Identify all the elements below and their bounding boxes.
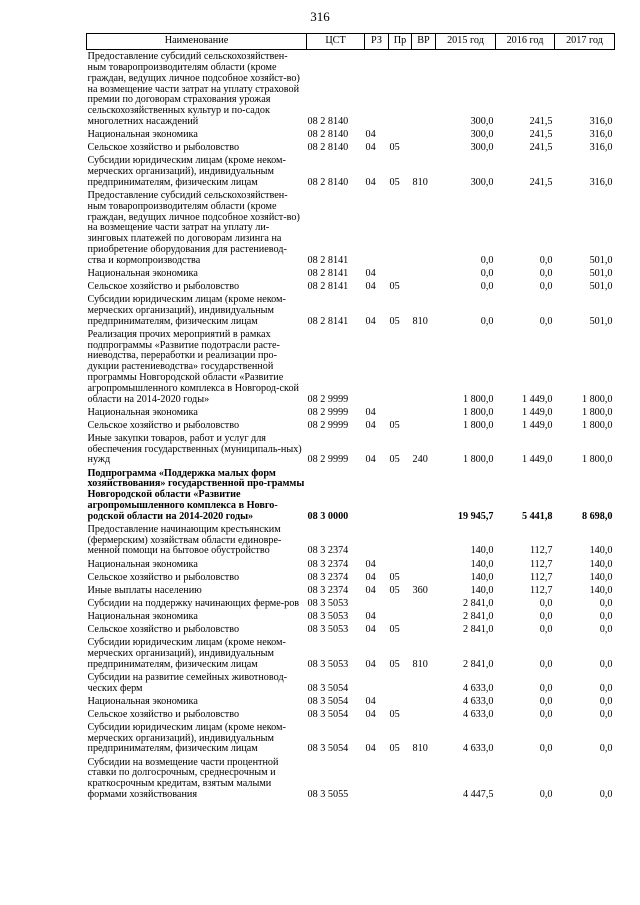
row-pr: 05: [389, 743, 400, 755]
row-pr: [389, 597, 412, 610]
row-name: Субсидии на развитие семейных животновод-ческих ферм: [87, 671, 288, 694]
row-pr: 05: [389, 281, 400, 293]
row-cst: 08 3 2374: [307, 584, 349, 596]
row-cst: 08 3 5054: [307, 695, 349, 707]
row-vr: [412, 405, 436, 418]
row-name: Сельское хозяйство и рыболовство: [87, 419, 240, 431]
row-name: Субсидии на возмещение части процентной ставки по долгосрочным, среднесрочным и краткосрочным кредитам, взятым малыми формами хозяйствования: [87, 756, 279, 800]
row-name: Сельское хозяйство и рыболовство: [87, 281, 240, 293]
row-vr: [412, 623, 436, 636]
row-vr: [412, 466, 436, 522]
row-vr: [412, 141, 436, 154]
row-2015: 140,0: [470, 545, 494, 557]
row-vr: 810: [412, 315, 428, 327]
row-vr: 810: [412, 658, 428, 670]
row-pr: 05: [389, 142, 400, 154]
row-cst: 08 3 5054: [307, 708, 349, 720]
row-name: Иные закупки товаров, работ и услуг для обеспечения государственных (муниципаль-ных) нужд: [87, 432, 302, 466]
row-2016: 241,5: [529, 176, 553, 188]
table-row: [87, 597, 615, 610]
table-row: [87, 189, 615, 267]
row-2016: 112,7: [529, 558, 553, 570]
row-2015: 0,0: [480, 315, 494, 327]
table-row: [87, 623, 615, 636]
row-2017: 0,0: [599, 708, 613, 720]
row-name: Сельское хозяйство и рыболовство: [87, 142, 240, 154]
row-cst: 08 2 8141: [307, 315, 349, 327]
row-pr: 05: [389, 708, 400, 720]
table-row: [87, 670, 615, 694]
table-row: [87, 50, 615, 128]
header-2015: 2015 год: [436, 34, 496, 50]
table-row: [87, 694, 615, 707]
row-2015: 0,0: [480, 281, 494, 293]
row-cst: 08 3 2374: [307, 545, 349, 557]
row-pr: 05: [389, 315, 400, 327]
row-vr: 360: [412, 584, 428, 596]
row-vr: [412, 50, 436, 128]
row-2015: 1 800,0: [462, 406, 494, 418]
row-pr: [389, 694, 412, 707]
row-cst: 08 3 5053: [307, 597, 349, 609]
table-row: [87, 570, 615, 583]
row-cst: 08 2 8140: [307, 176, 349, 188]
row-vr: [412, 670, 436, 694]
row-rz: [365, 328, 389, 406]
row-pr: 05: [389, 584, 400, 596]
row-vr: [412, 280, 436, 293]
table-row: [87, 707, 615, 720]
row-2016: 0,0: [539, 267, 553, 279]
row-2015: 1 800,0: [462, 454, 494, 466]
row-rz: 04: [365, 419, 376, 431]
table-row: [87, 721, 615, 756]
row-cst: 08 3 5053: [307, 623, 349, 635]
row-rz: 04: [365, 267, 376, 279]
row-pr: 05: [389, 176, 400, 188]
row-name: Предоставление начинающим крестьянским (фермерским) хозяйствам области единовре-менной помощи на бытовое обустройство: [87, 523, 282, 557]
row-cst: 08 2 8140: [307, 142, 349, 154]
row-cst: 08 2 8141: [307, 254, 349, 266]
row-cst: 08 3 2374: [307, 558, 349, 570]
row-rz: [365, 523, 389, 558]
row-2016: 0,0: [539, 623, 553, 635]
row-2016: 1 449,0: [521, 406, 553, 418]
row-rz: [365, 50, 389, 128]
row-2015: 300,0: [470, 142, 494, 154]
row-vr: [412, 597, 436, 610]
row-name: Предоставление субсидий сельскохозяйствен-ным товаропроизводителям области (кроме граждан, ведущих личное подсобное хозяйст-во) на возмещение части затрат на уплату ли-зинговых платежей по договорам лизинга на приобретение оборудования для растениевод-ства и кормопроизводства: [87, 190, 300, 266]
row-rz: 04: [365, 610, 376, 622]
row-2016: 0,0: [539, 315, 553, 327]
row-rz: 04: [365, 623, 376, 635]
row-cst: 08 2 8141: [307, 267, 349, 279]
row-pr: [389, 670, 412, 694]
row-2015: 2 841,0: [462, 658, 494, 670]
table-body: [87, 50, 615, 801]
row-pr: 05: [389, 454, 400, 466]
row-name: Национальная экономика: [87, 129, 198, 141]
row-cst: 08 2 8141: [307, 281, 349, 293]
row-2017: 0,0: [599, 743, 613, 755]
row-pr: 05: [389, 623, 400, 635]
row-2017: 316,0: [589, 176, 613, 188]
row-2016: 112,7: [529, 584, 553, 596]
table-row: [87, 523, 615, 558]
row-rz: 04: [365, 571, 376, 583]
row-vr: [412, 267, 436, 280]
row-2017: 140,0: [589, 584, 613, 596]
row-pr: [389, 610, 412, 623]
row-pr: 05: [389, 658, 400, 670]
row-2016: 0,0: [539, 658, 553, 670]
row-name: Субсидии на поддержку начинающих ферме-ров: [87, 597, 300, 609]
row-name: Подпрограмма «Поддержка малых форм хозяйствования» государственной про-граммы Новгородской области «Развитие агропромышленного комплекса в Новго-родской области на 2014-2020 годы»: [87, 467, 305, 522]
row-pr: [389, 128, 412, 141]
row-vr: [412, 418, 436, 431]
row-name: Национальная экономика: [87, 267, 198, 279]
row-vr: [412, 570, 436, 583]
row-2015: 4 633,0: [462, 743, 494, 755]
row-2017: 0,0: [599, 597, 613, 609]
row-2015: 19 945,7: [457, 510, 494, 522]
row-2015: 1 800,0: [462, 419, 494, 431]
row-2015: 4 447,5: [462, 788, 494, 800]
row-2015: 2 841,0: [462, 610, 494, 622]
row-cst: 08 2 9999: [307, 393, 349, 405]
row-2015: 140,0: [470, 571, 494, 583]
header-vr: ВР: [412, 34, 436, 50]
row-2015: 2 841,0: [462, 623, 494, 635]
row-cst: 08 2 9999: [307, 406, 349, 418]
row-2015: 0,0: [480, 254, 494, 266]
row-name: Субсидии юридическим лицам (кроме неком-мерческих организаций), индивидуальным предпринимателям, физическим лицам: [87, 294, 286, 327]
row-cst: 08 3 5055: [307, 788, 349, 800]
row-pr: [389, 466, 412, 522]
row-2016: 241,5: [529, 129, 553, 141]
row-2017: 0,0: [599, 788, 613, 800]
row-rz: 04: [365, 695, 376, 707]
row-2016: 0,0: [539, 610, 553, 622]
row-name: Национальная экономика: [87, 610, 198, 622]
row-2015: 140,0: [470, 558, 494, 570]
header-2017: 2017 год: [555, 34, 615, 50]
table-row: [87, 418, 615, 431]
row-rz: 04: [365, 743, 376, 755]
table-row: [87, 432, 615, 467]
header-name: Наименование: [87, 34, 307, 50]
row-2015: 1 800,0: [462, 393, 494, 405]
row-2016: 1 449,0: [521, 454, 553, 466]
row-cst: 08 2 9999: [307, 419, 349, 431]
row-2015: 300,0: [470, 176, 494, 188]
row-2017: 316,0: [589, 142, 613, 154]
row-rz: 04: [365, 708, 376, 720]
row-2017: 140,0: [589, 571, 613, 583]
row-pr: [389, 189, 412, 267]
row-2017: 316,0: [589, 116, 613, 128]
row-vr: [412, 128, 436, 141]
row-2016: 0,0: [539, 708, 553, 720]
row-2015: 300,0: [470, 129, 494, 141]
row-rz: 04: [365, 176, 376, 188]
row-2017: 501,0: [589, 281, 613, 293]
header-rz: РЗ: [365, 34, 389, 50]
row-cst: 08 2 8140: [307, 129, 349, 141]
row-2016: 241,5: [529, 116, 553, 128]
table-row: [87, 267, 615, 280]
table-row: [87, 293, 615, 328]
row-2016: 0,0: [539, 682, 553, 694]
row-rz: 04: [365, 281, 376, 293]
row-pr: [389, 755, 412, 800]
row-2017: 140,0: [589, 558, 613, 570]
table-row: [87, 328, 615, 406]
row-name: Предоставление субсидий сельскохозяйствен-ным товаропроизводителям области (кроме граждан, ведущих личное подсобное хозяйст-во) на возмещение части затрат на уплату страховой премии по договорам страхования урожая сельскохозяйственных культур и по-садок многолетних насаждений: [87, 51, 300, 128]
table-header-row: [87, 34, 615, 50]
row-2017: 0,0: [599, 695, 613, 707]
row-rz: [365, 597, 389, 610]
row-pr: [389, 557, 412, 570]
table-row: [87, 610, 615, 623]
row-cst: 08 3 5054: [307, 682, 349, 694]
row-rz: [365, 466, 389, 522]
row-vr: [412, 707, 436, 720]
row-name: Субсидии юридическим лицам (кроме неком-мерческих организаций), индивидуальным предпринимателям, физическим лицам: [87, 637, 286, 670]
row-2016: 0,0: [539, 695, 553, 707]
table-row: [87, 557, 615, 570]
row-rz: 04: [365, 142, 376, 154]
row-2016: 1 449,0: [521, 419, 553, 431]
row-pr: [389, 50, 412, 128]
row-rz: 04: [365, 558, 376, 570]
table-row: [87, 141, 615, 154]
header-2016: 2016 год: [496, 34, 555, 50]
row-2017: 1 800,0: [581, 419, 613, 431]
row-2015: 4 633,0: [462, 682, 494, 694]
row-vr: 240: [412, 454, 428, 466]
row-name: Иные выплаты населению: [87, 584, 202, 596]
row-vr: [412, 610, 436, 623]
row-2017: 1 800,0: [581, 454, 613, 466]
table-row: [87, 154, 615, 189]
row-2017: 501,0: [589, 315, 613, 327]
row-name: Национальная экономика: [87, 558, 198, 570]
row-pr: [389, 523, 412, 558]
row-2017: 316,0: [589, 129, 613, 141]
row-name: Сельское хозяйство и рыболовство: [87, 571, 240, 583]
row-2017: 0,0: [599, 623, 613, 635]
table-row: [87, 583, 615, 596]
budget-table: [86, 33, 615, 801]
table-row: [87, 636, 615, 671]
row-name: Сельское хозяйство и рыболовство: [87, 623, 240, 635]
row-2016: 1 449,0: [521, 393, 553, 405]
row-pr: [389, 328, 412, 406]
row-pr: [389, 405, 412, 418]
table-row: [87, 466, 615, 522]
row-2015: 2 841,0: [462, 597, 494, 609]
row-2016: 0,0: [539, 788, 553, 800]
row-vr: 810: [412, 743, 428, 755]
row-2016: 0,0: [539, 254, 553, 266]
row-cst: 08 2 8140: [307, 116, 349, 128]
row-rz: [365, 755, 389, 800]
row-cst: 08 3 5053: [307, 610, 349, 622]
row-name: Национальная экономика: [87, 695, 198, 707]
row-vr: [412, 328, 436, 406]
row-2016: 0,0: [539, 743, 553, 755]
row-rz: 04: [365, 129, 376, 141]
row-2017: 501,0: [589, 267, 613, 279]
row-2017: 140,0: [589, 545, 613, 557]
row-cst: 08 3 2374: [307, 571, 349, 583]
row-cst: 08 3 5054: [307, 743, 349, 755]
row-pr: [389, 267, 412, 280]
row-rz: 04: [365, 315, 376, 327]
row-vr: [412, 755, 436, 800]
table-row: [87, 755, 615, 800]
row-2016: 112,7: [529, 571, 553, 583]
row-2016: 5 441,8: [521, 510, 553, 522]
page-number: 316: [310, 9, 330, 24]
row-2016: 241,5: [529, 142, 553, 154]
row-2016: 0,0: [539, 597, 553, 609]
table-row: [87, 280, 615, 293]
row-2017: 501,0: [589, 254, 613, 266]
row-pr: 05: [389, 571, 400, 583]
row-2017: 8 698,0: [581, 510, 613, 522]
row-vr: [412, 189, 436, 267]
row-2015: 140,0: [470, 584, 494, 596]
row-rz: 04: [365, 584, 376, 596]
row-rz: 04: [365, 658, 376, 670]
row-cst: 08 3 5053: [307, 658, 349, 670]
row-name: Субсидии юридическим лицам (кроме неком-мерческих организаций), индивидуальным предпринимателям, физическим лицам: [87, 155, 286, 188]
row-cst: 08 2 9999: [307, 454, 349, 466]
table-row: [87, 405, 615, 418]
row-2017: 0,0: [599, 682, 613, 694]
row-2015: 0,0: [480, 267, 494, 279]
row-2015: 300,0: [470, 116, 494, 128]
row-2017: 1 800,0: [581, 406, 613, 418]
row-2015: 4 633,0: [462, 708, 494, 720]
row-name: Сельское хозяйство и рыболовство: [87, 708, 240, 720]
row-2017: 1 800,0: [581, 393, 613, 405]
row-rz: 04: [365, 454, 376, 466]
row-rz: [365, 189, 389, 267]
row-2016: 0,0: [539, 281, 553, 293]
table-row: [87, 128, 615, 141]
header-pr: Пр: [389, 34, 412, 50]
row-pr: 05: [389, 419, 400, 431]
row-vr: 810: [412, 176, 428, 188]
row-vr: [412, 694, 436, 707]
row-name: Национальная экономика: [87, 406, 198, 418]
row-2015: 4 633,0: [462, 695, 494, 707]
row-cst: 08 3 0000: [307, 510, 349, 522]
row-name: Субсидии юридическим лицам (кроме неком-мерческих организаций), индивидуальным предпринимателям, физическим лицам: [87, 721, 286, 755]
row-2017: 0,0: [599, 658, 613, 670]
row-vr: [412, 557, 436, 570]
row-name: Реализация прочих мероприятий в рамках подпрограммы «Развитие подотрасли расте-ниеводства, переработки и реализации про-дукции растениеводства» государственной программы Новгородской области «Развитие агропромышленного комплекса в Новгород-ской области на 2014-2020 годы»: [87, 328, 299, 405]
header-cst: ЦСТ: [307, 34, 365, 50]
row-vr: [412, 523, 436, 558]
row-2016: 112,7: [529, 545, 553, 557]
row-rz: 04: [365, 406, 376, 418]
row-rz: [365, 670, 389, 694]
row-2017: 0,0: [599, 610, 613, 622]
